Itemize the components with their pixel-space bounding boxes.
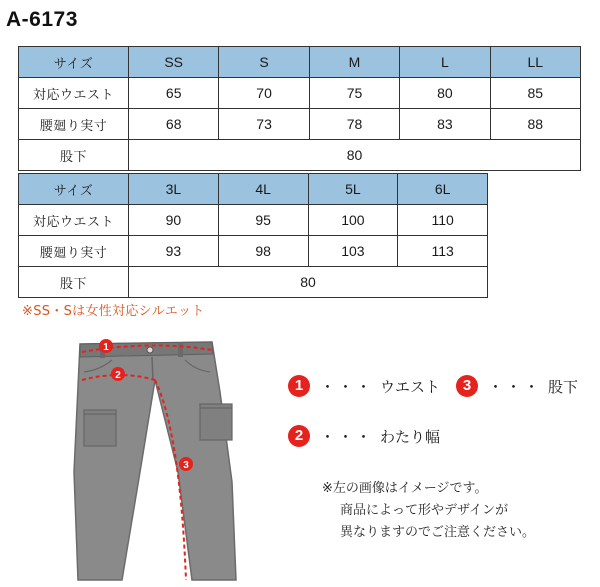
table-header-row: [19, 174, 488, 205]
legend-dots: ・・・: [320, 377, 375, 396]
table-cell: 80: [400, 78, 490, 109]
disclaimer-line: ※左の画像はイメージです。: [322, 481, 488, 496]
table-cell: 103: [308, 236, 398, 267]
header-cell: 5L: [308, 174, 398, 205]
fit-note: ※SS・Sは女性対応シルエット: [22, 304, 205, 319]
legend-dots: ・・・: [320, 427, 375, 446]
table-row: [19, 78, 581, 109]
table-cell: 83: [400, 109, 490, 140]
table-row: [19, 205, 488, 236]
cargo-pocket: [200, 404, 232, 440]
table-cell: 73: [219, 109, 309, 140]
row-label: 対応ウエスト: [19, 78, 129, 109]
legend-text: 股下: [548, 377, 579, 396]
table-cell: 80: [129, 140, 581, 171]
table-cell: 85: [490, 78, 580, 109]
table-row: [19, 267, 488, 298]
legend-dots: ・・・: [488, 377, 543, 396]
row-label: 腰廻り実寸: [19, 109, 129, 140]
model-number: A-6173: [6, 8, 78, 31]
legend-text: わたり幅: [380, 427, 441, 446]
row-label: 腰廻り実寸: [19, 236, 129, 267]
table-cell: 93: [129, 236, 219, 267]
header-cell: SS: [129, 47, 219, 78]
disclaimer-line: 商品によって形やデザインが: [340, 503, 509, 518]
table-header-row: [19, 47, 581, 78]
marker-1-label: 1: [103, 342, 109, 353]
marker-2-label: 2: [115, 370, 121, 381]
pants-silhouette: [74, 342, 236, 580]
header-cell: 6L: [398, 174, 488, 205]
table-cell: 98: [218, 236, 308, 267]
legend-item-inseam: [456, 375, 578, 397]
header-cell: 4L: [218, 174, 308, 205]
table-cell: 95: [218, 205, 308, 236]
table-cell: 75: [309, 78, 399, 109]
legend-text: ウエスト: [380, 377, 441, 396]
header-cell: LL: [490, 47, 580, 78]
disclaimer-line: 異なりますのでご注意ください。: [340, 525, 536, 540]
table-cell: 78: [309, 109, 399, 140]
header-cell: サイズ: [19, 47, 129, 78]
table-cell: 68: [129, 109, 219, 140]
size-table-1: [18, 46, 581, 171]
table-cell: 113: [398, 236, 488, 267]
legend-item-waist: [288, 375, 440, 397]
header-cell: 3L: [129, 174, 219, 205]
legend-num-2: 2: [288, 425, 310, 447]
row-label: 股下: [19, 140, 129, 171]
legend-num-1: 1: [288, 375, 310, 397]
belt-loop: [178, 342, 183, 357]
table-cell: 70: [219, 78, 309, 109]
table-row: [19, 140, 581, 171]
table-row: [19, 236, 488, 267]
row-label: 対応ウエスト: [19, 205, 129, 236]
table-cell: 80: [129, 267, 488, 298]
header-cell: M: [309, 47, 399, 78]
marker-3-label: 3: [183, 460, 189, 471]
legend-num-3: 3: [456, 375, 478, 397]
pants-diagram: [60, 332, 260, 582]
legend-item-thigh: [288, 425, 440, 447]
table-cell: 65: [129, 78, 219, 109]
table-cell: 110: [398, 205, 488, 236]
size-table-2: [18, 173, 488, 298]
row-label: 股下: [19, 267, 129, 298]
cargo-pocket: [84, 410, 116, 446]
fly-seam: [152, 357, 153, 380]
header-cell: S: [219, 47, 309, 78]
header-cell: サイズ: [19, 174, 129, 205]
table-cell: 88: [490, 109, 580, 140]
table-cell: 100: [308, 205, 398, 236]
table-cell: 90: [129, 205, 219, 236]
image-disclaimer: [322, 478, 535, 544]
button-icon: [147, 347, 153, 353]
table-row: [19, 109, 581, 140]
header-cell: L: [400, 47, 490, 78]
